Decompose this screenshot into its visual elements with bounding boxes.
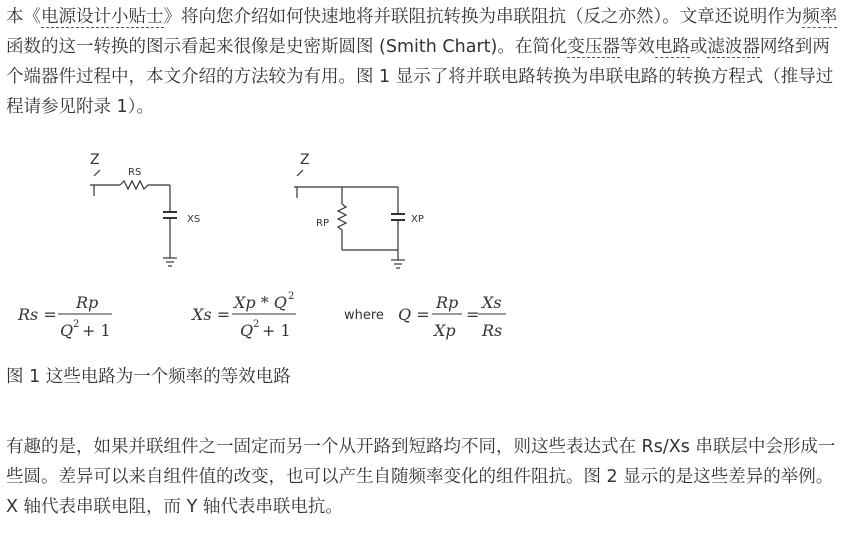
svg-text:Q: Q (240, 321, 254, 340)
link-power-tips[interactable]: 电源设计小贴士 (41, 7, 164, 27)
svg-text:Xs: Xs (482, 293, 502, 312)
svg-text:Rs: Rs (482, 321, 503, 340)
svg-text:Xs =: Xs = (192, 305, 231, 324)
link-circuit[interactable]: 电路 (654, 37, 690, 57)
figure-1-circuits (0, 140, 845, 355)
rs-label: RS (128, 167, 142, 178)
text: 本《 (6, 7, 41, 27)
svg-text:Rs =: Rs = (18, 305, 57, 324)
svg-text:Rp: Rp (76, 293, 99, 312)
svg-text:2: 2 (73, 319, 80, 330)
svg-text:=: = (466, 305, 480, 324)
xp-label: XP (411, 214, 424, 225)
parallel-circuit (294, 152, 424, 268)
link-transformer[interactable]: 变压器 (567, 37, 620, 57)
rp-label: RP (316, 218, 329, 229)
svg-text:2: 2 (253, 319, 260, 330)
svg-text:+ 1: + 1 (82, 321, 111, 340)
equation-xs (190, 291, 296, 340)
text: 》将向您介绍如何快速地将并联阻抗转换为串联阻抗（反之亦然）。文章还说明作为 (163, 7, 803, 27)
figure-caption: 图 1 这些电路为一个频率的等效电路 (6, 367, 291, 387)
z-label-left: Z (90, 152, 100, 168)
svg-text:where: where (344, 308, 384, 323)
svg-text:2: 2 (288, 291, 295, 302)
link-frequency[interactable]: 频率 (802, 7, 838, 27)
svg-text:+ 1: + 1 (262, 321, 291, 340)
svg-text:Xp * Q: Xp * Q (234, 293, 287, 312)
rp-resistor (338, 204, 346, 250)
body-paragraph: 有趣的是，如果并联组件之一固定而另一个从开路到短路均不同，则这些表达式在 Rs/Xs 串联层中会形成一些圆。差异可以来自组件值的改变，也可以产生自随频率变化的组件阻抗。图 2 显示的是这些差异的举例。X 轴代表串联电阻，而 Y 轴代表串联电抗。 (6, 437, 836, 517)
xs-label: XS (187, 214, 201, 225)
text: 网络到两个端器件过程中，本文介绍的方法较为有用。图 1 显示了将并联电路转换为串联电路的转换方程式（推导过程请参见附录 1）。 (6, 37, 834, 117)
link-filter[interactable]: 滤波器 (707, 37, 760, 57)
text: 或 (689, 37, 708, 57)
series-circuit (90, 152, 200, 266)
svg-text:Xp: Xp (434, 321, 456, 340)
equation-rs (17, 293, 112, 340)
text: 等效 (619, 37, 655, 57)
z-label-right: Z (300, 152, 310, 168)
rs-resistor (120, 181, 170, 189)
equation-q (344, 293, 506, 340)
svg-text:Q: Q (60, 321, 74, 340)
svg-text:Q =: Q = (398, 305, 430, 324)
intro-paragraph (6, 2, 838, 122)
text: 函数的这一转换的图示看起来很像是史密斯圆图 (Smith Chart)。在简化 (6, 37, 568, 57)
svg-text:Rp: Rp (436, 293, 459, 312)
